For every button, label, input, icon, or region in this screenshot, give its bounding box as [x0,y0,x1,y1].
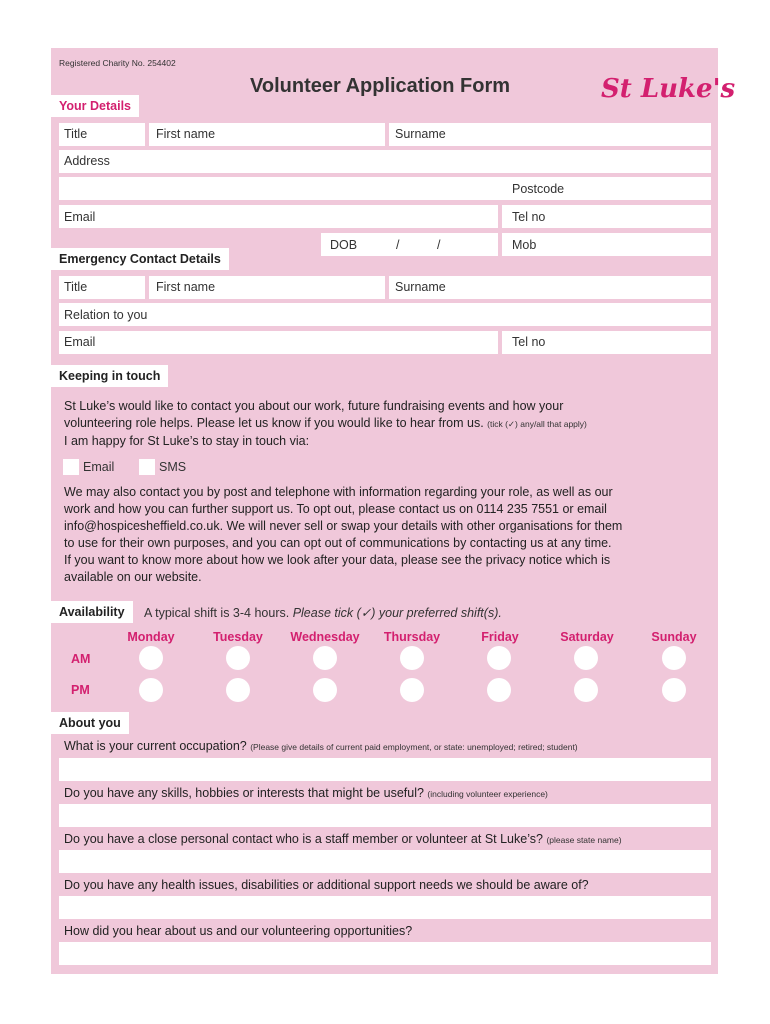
address-field[interactable] [59,150,711,173]
text-line: work and how you can further support us. To opt out, please contact us on 0114 235 7551 or email [64,502,607,516]
dob-separator: / [396,238,400,252]
email-label: Email [64,210,96,224]
question-hear-about [64,924,412,938]
dob-separator: / [437,238,441,252]
text-line: info@hospicesheffield.co.uk. We will never sell or swap your details with other organisations for them [64,519,623,533]
tuesday-am-checkbox[interactable] [226,646,250,670]
email-option-label: Email [83,460,115,474]
skills-answer-field[interactable] [59,804,711,827]
question-note: (Please give details of current paid employment, or state: unemployed; retired; student) [250,742,578,752]
form-title: Volunteer Application Form [250,75,511,97]
wednesday-pm-checkbox[interactable] [313,678,337,702]
sms-option-label: SMS [159,460,187,474]
about-you-heading: About you [51,712,129,734]
emergency-heading: Emergency Contact Details [51,248,229,270]
text-line [64,415,587,433]
text-line: If you want to know more about how we look after your data, please see the privacy notice which is [64,553,611,567]
emergency-first-name-label: First name [156,280,216,294]
monday-pm-checkbox[interactable] [139,678,163,702]
emergency-email-field[interactable] [59,331,498,354]
sunday-pm-checkbox[interactable] [662,678,686,702]
mob-label: Mob [512,238,537,252]
day-tuesday: Tuesday [213,630,263,644]
emergency-email-label: Email [64,335,96,349]
first-name-label: First name [156,127,216,141]
day-saturday: Saturday [560,630,614,644]
thursday-pm-checkbox[interactable] [400,678,424,702]
text-line: St Luke’s would like to contact you about our work, future fundraising events and how your [64,399,564,413]
availability-heading: Availability [51,601,133,623]
question-contact [64,832,622,846]
emergency-tel-label: Tel no [512,335,546,349]
saturday-pm-checkbox[interactable] [574,678,598,702]
friday-am-checkbox[interactable] [487,646,511,670]
address-label: Address [64,154,110,168]
tel-label: Tel no [512,210,546,224]
question-text: Do you have any health issues, disabilities or additional support needs we should be aware of? [64,878,589,892]
day-thursday: Thursday [383,630,441,644]
shift-length-text: A typical shift is 3-4 hours. [144,606,290,620]
tick-note: (tick (✓) any/all that apply) [487,419,587,429]
emergency-surname-label: Surname [395,280,446,294]
sms-checkbox[interactable] [139,459,155,475]
pm-label: PM [71,683,90,697]
wednesday-am-checkbox[interactable] [313,646,337,670]
day-wednesday: Wednesday [290,630,360,644]
text-span: volunteering role helps. Please let us know if you would like to hear from us. [64,416,484,430]
relation-label: Relation to you [64,308,148,322]
st-lukes-logo [599,65,736,109]
day-sunday: Sunday [651,630,697,644]
postcode-label: Postcode [512,182,565,196]
text-line: to use for their own purposes, and you can opt out of communications by contacting us at any time. [64,536,612,550]
question-health [64,878,589,892]
question-text: Do you have any skills, hobbies or interests that might be useful? [64,786,424,800]
relation-field[interactable] [59,303,711,326]
charity-number: Registered Charity No. 254402 [59,58,176,68]
tuesday-pm-checkbox[interactable] [226,678,250,702]
question-text: What is your current occupation? [64,739,247,753]
question-skills [64,786,548,800]
keeping-paragraph-1 [64,398,587,450]
occupation-answer-field[interactable] [59,758,711,781]
hear-about-answer-field[interactable] [59,942,711,965]
am-label: AM [71,652,91,666]
saturday-am-checkbox[interactable] [574,646,598,670]
question-text: How did you hear about us and our volunteering opportunities? [64,924,413,938]
monday-am-checkbox[interactable] [139,646,163,670]
text-line: I am happy for St Luke’s to stay in touch via: [64,434,310,448]
question-text: Do you have a close personal contact who is a staff member or volunteer at St Luke’s? [64,832,543,846]
title-label: Title [64,127,88,141]
dob-label: DOB [330,238,358,252]
text-line: We may also contact you by post and telephone with information regarding your role, as well as our [64,485,613,499]
text-line: available on our website. [64,570,202,584]
sunday-am-checkbox[interactable] [662,646,686,670]
question-note: (please state name) [546,835,622,845]
surname-label: Surname [395,127,446,141]
email-field[interactable] [59,205,498,228]
emergency-title-label: Title [64,280,88,294]
contact-answer-field[interactable] [59,850,711,873]
svg-text:St Luke's: St Luke's [601,74,736,104]
availability-text [144,605,502,620]
keeping-paragraph-2 [64,484,622,586]
application-form [51,48,736,974]
day-friday: Friday [481,630,519,644]
friday-pm-checkbox[interactable] [487,678,511,702]
your-details-heading: Your Details [51,95,139,117]
question-note: (including volunteer experience) [427,789,548,799]
shift-instructions: Please tick (✓) your preferred shift(s). [292,606,502,620]
day-monday: Monday [127,630,175,644]
email-checkbox[interactable] [63,459,79,475]
thursday-am-checkbox[interactable] [400,646,424,670]
address-line2-field[interactable] [59,177,711,200]
health-answer-field[interactable] [59,896,711,919]
question-occupation [64,739,578,753]
keeping-in-touch-heading: Keeping in touch [51,365,168,387]
